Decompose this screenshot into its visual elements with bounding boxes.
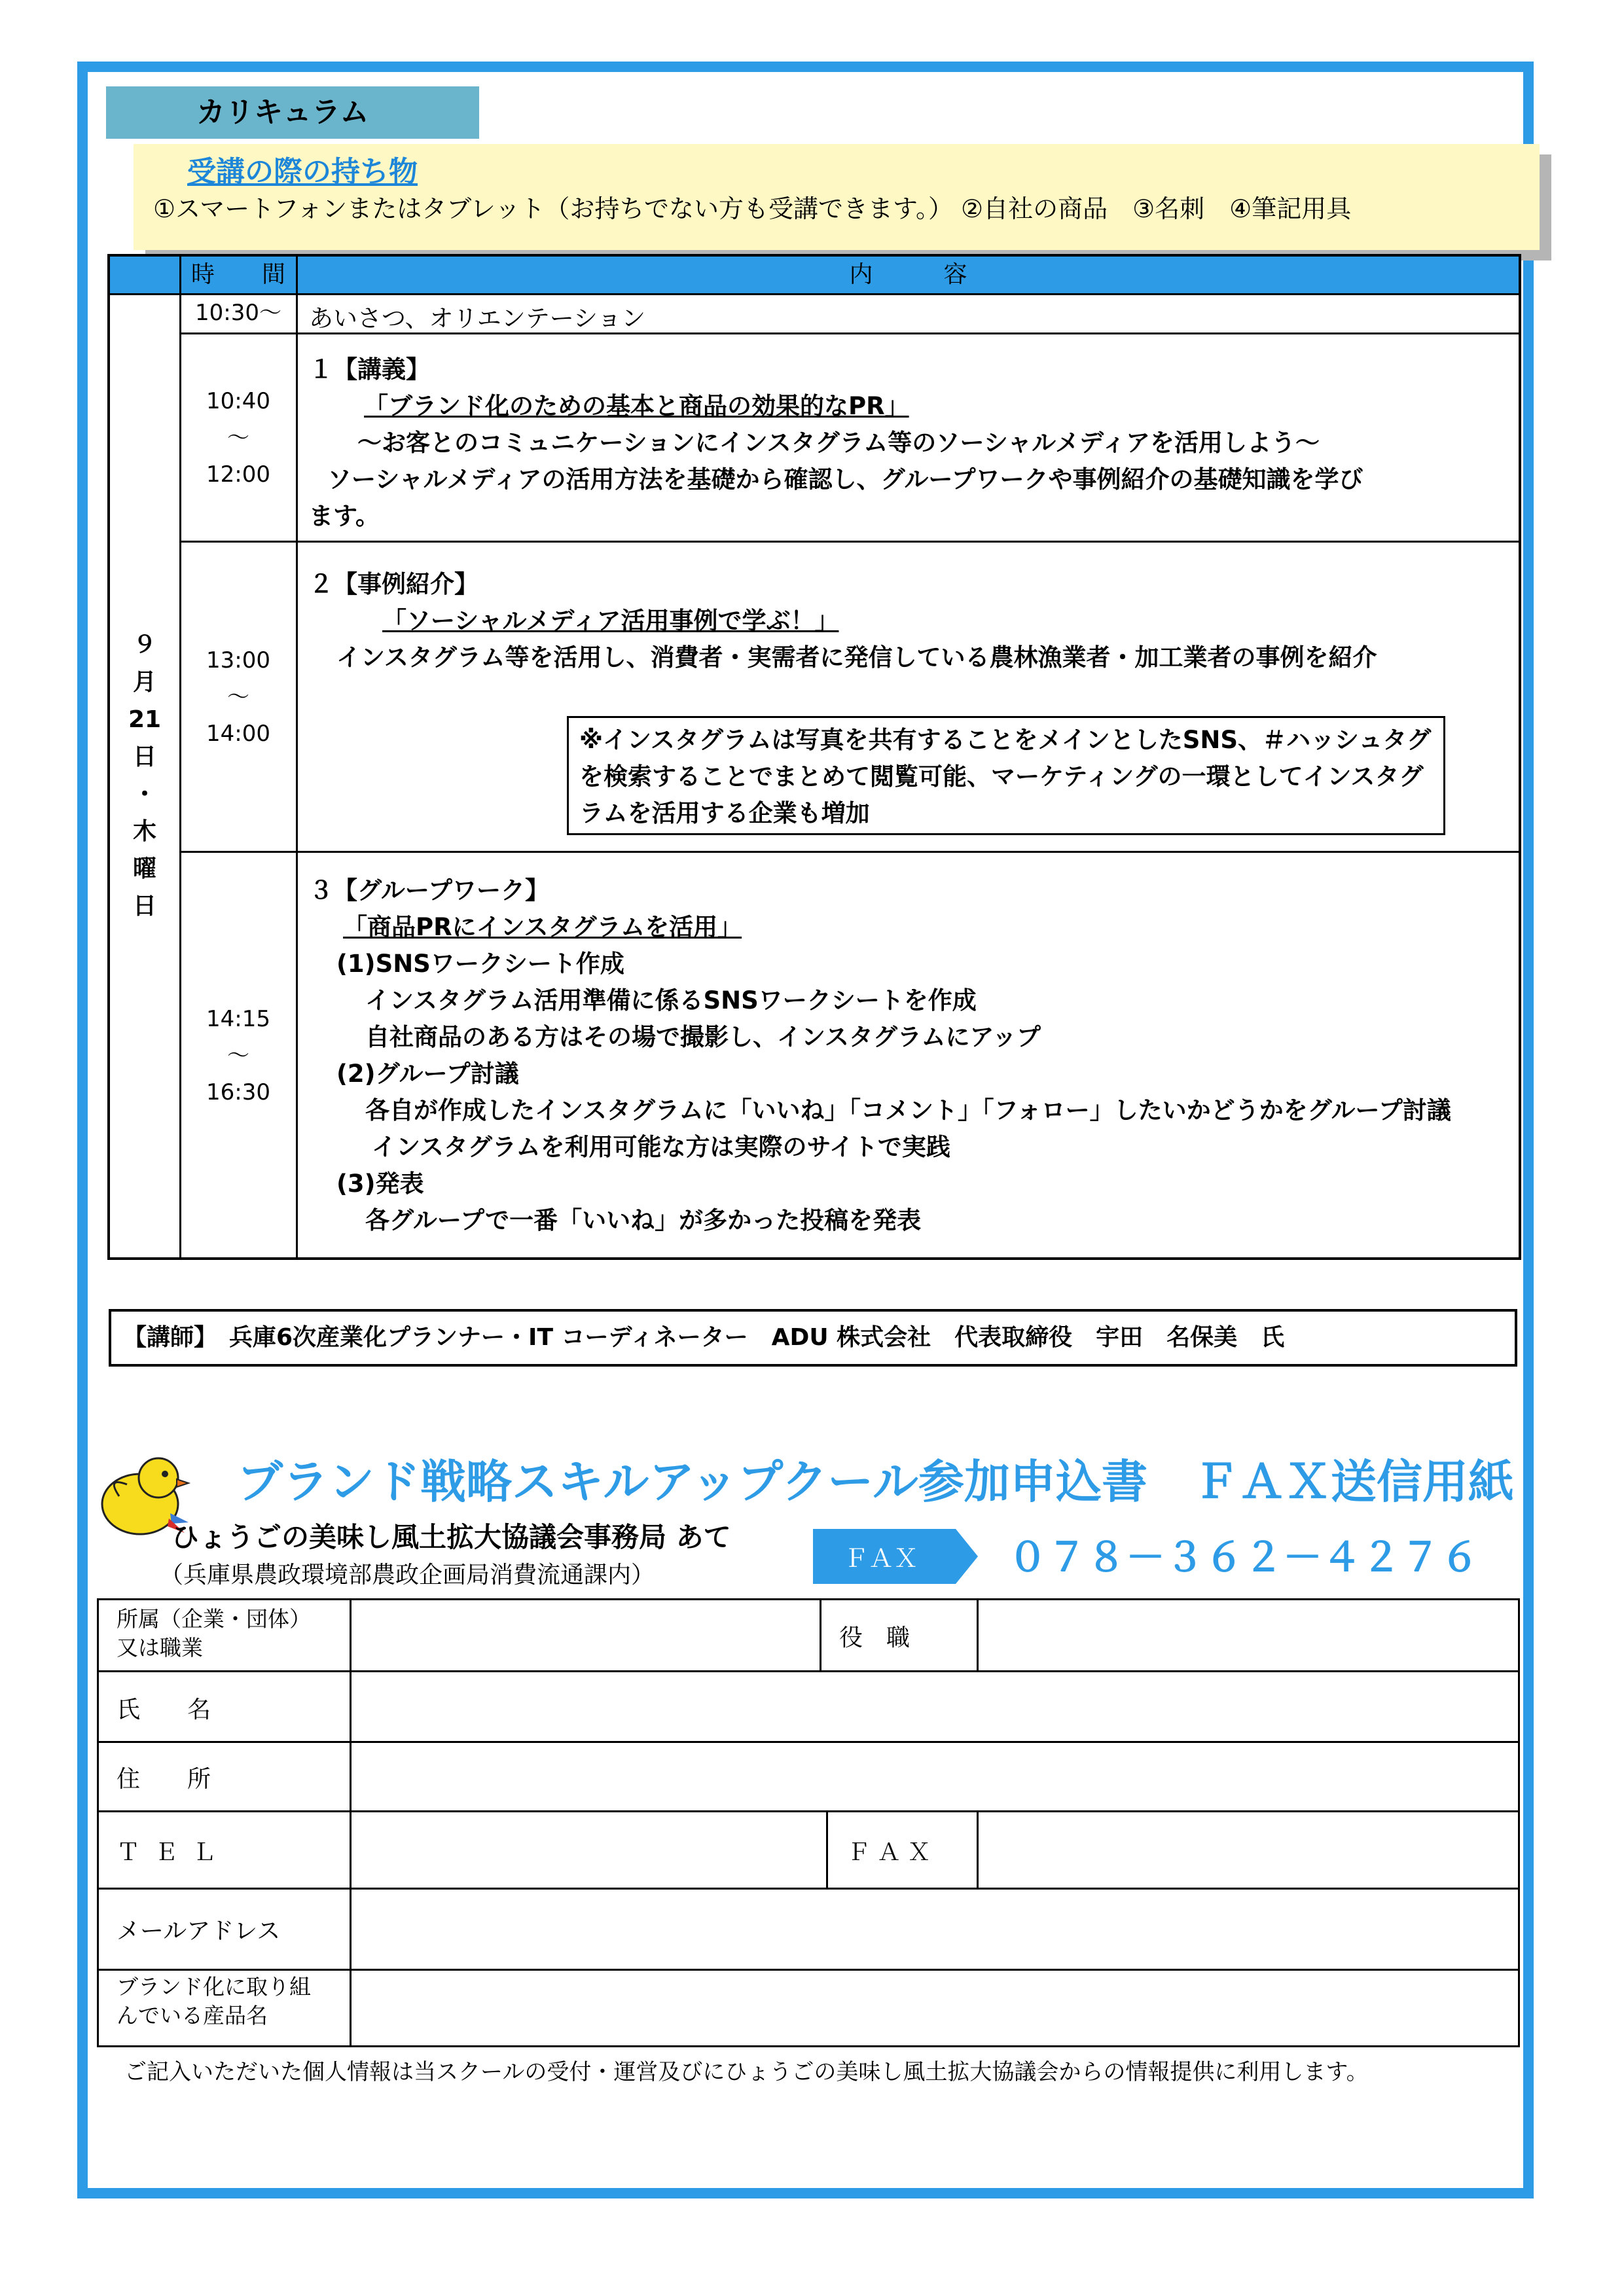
label-affiliation: 所属（企業・団体） 又は職業 — [117, 1606, 311, 1660]
recipient-sub: （兵庫県農政環境部農政企画局消費流通課内） — [160, 1562, 655, 1588]
content-line: 自社商品のある方はその場で撮影し、インスタグラムにアップ — [365, 1023, 1041, 1051]
content-line: ～お客とのコミュニケーションにインスタグラム等のソーシャルメディアを活用しよう～ — [357, 429, 1320, 457]
content-line: インスタグラム等を活用し、消費者・実需者に発信している農林漁業者・加工業者の事例を紹介 — [336, 643, 1377, 672]
content-line: １【講義】 — [309, 355, 430, 384]
content-line: (3)発表 — [336, 1170, 424, 1198]
time-text: 10:30～ — [195, 300, 281, 326]
header-content: 内 容 — [849, 261, 967, 288]
time-cell — [181, 293, 296, 332]
affiliation-field[interactable] — [351, 1600, 818, 1670]
application-title: ブランド戦略スキルアップクール参加申込書 ＦＡＸ送信用紙 — [237, 1455, 1514, 1509]
recipient: ひょうごの美味し風土拡大協議会事務局 あて — [171, 1521, 731, 1553]
content-line: あいさつ、オリエンテーション — [309, 304, 646, 332]
form-col-divider — [826, 1812, 828, 1888]
fax-number: ０７８－３６２－４２７６ — [1008, 1535, 1479, 1581]
curriculum-tab: カリキュラム — [106, 86, 479, 139]
content-line: 各グループで一番「いいね」が多かった投稿を発表 — [365, 1206, 922, 1234]
address-field[interactable] — [351, 1743, 1519, 1810]
form-col-divider — [820, 1598, 821, 1670]
label-position: 役 職 — [839, 1624, 911, 1651]
email-field[interactable] — [351, 1890, 1519, 1968]
time-cell — [181, 335, 296, 541]
label-product: ブランド化に取り組 んでいる産品名 — [117, 1974, 311, 2028]
label-name: 氏 名 — [117, 1696, 211, 1723]
belongings-title: 受講の際の持ち物 — [187, 155, 418, 188]
label-email: メールアドレス — [117, 1918, 281, 1945]
content-line: ３【グループワーク】 — [309, 876, 550, 905]
tel-field[interactable] — [351, 1812, 825, 1887]
time-text: 10:40 ～ 12:00 — [206, 388, 270, 488]
lecturer-box: 【講師】 兵庫6次産業化プランナー・IT コーディネーター ADU 株式会社 代表取締役 宇田 名保美 氏 — [109, 1309, 1517, 1367]
content-line: 「ソーシャルメディア活用事例で学ぶ！」 — [382, 607, 839, 635]
content-line: ソーシャルメディアの活用方法を基礎から確認し、グループワークや事例紹介の基礎知識を学び — [327, 465, 1363, 493]
col-divider-time — [296, 257, 298, 1258]
date-cell — [110, 293, 179, 1258]
time-text: 14:15 ～ 16:30 — [206, 1006, 270, 1105]
fax-badge — [813, 1529, 978, 1584]
content-line: 「ブランド化のための基本と商品の効果的なPR」 — [364, 392, 909, 420]
label-fax: ＦＡＸ — [847, 1839, 938, 1866]
header-time: 時 間 — [190, 261, 285, 288]
time-text: 13:00 ～ 14:00 — [206, 647, 270, 747]
label-tel: ＴＥＬ — [117, 1839, 231, 1866]
content-line: ２【事例紹介】 — [309, 570, 478, 598]
content-line: インスタグラムを利用可能な方は実際のサイトで実践 — [372, 1133, 950, 1161]
row-divider — [181, 541, 1519, 543]
row-divider — [181, 851, 1519, 853]
name-field[interactable] — [351, 1672, 1519, 1740]
content-line: (2)グループ討議 — [336, 1060, 519, 1088]
content-line: インスタグラム活用準備に係るSNSワークシートを作成 — [365, 986, 977, 1014]
instagram-note: ※インスタグラムは写真を共有することをメインとしたSNS、＃ハッシュタグを検索することでまとめて閲覧可能、マーケティングの一環としてインスタグラムを活用する企業も増加 — [567, 716, 1445, 835]
content-line: (1)SNSワークシート作成 — [336, 950, 624, 978]
fax-field[interactable] — [978, 1812, 1519, 1887]
product-field[interactable] — [351, 1971, 1519, 2045]
belongings-text: ①スマートフォンまたはタブレット（お持ちでない方も受講できます。） ②自社の商品 ③名刺 ④筆記用具 — [153, 194, 1352, 223]
date-vertical: ９ 月 21 日 ・ 木 曜 日 — [128, 632, 162, 920]
position-field[interactable] — [978, 1600, 1519, 1670]
label-address: 住 所 — [117, 1766, 211, 1793]
time-cell — [181, 543, 296, 851]
content-line: 各自が作成したインスタグラムに「いいね」「コメント」「フォロー」したいかどうかをグループ討議 — [365, 1096, 1451, 1124]
fax-badge-label: ＦＡＸ — [843, 1544, 919, 1573]
content-line: ます。 — [309, 502, 380, 530]
content-line: 「商品PRにインスタグラムを活用」 — [343, 913, 742, 941]
privacy-footnote: ご記入いただいた個人情報は当スクールの受付・運営及びにひょうごの美味し風土拡大協議会からの情報提供に利用します。 — [124, 2059, 1369, 2085]
time-cell — [181, 853, 296, 1258]
